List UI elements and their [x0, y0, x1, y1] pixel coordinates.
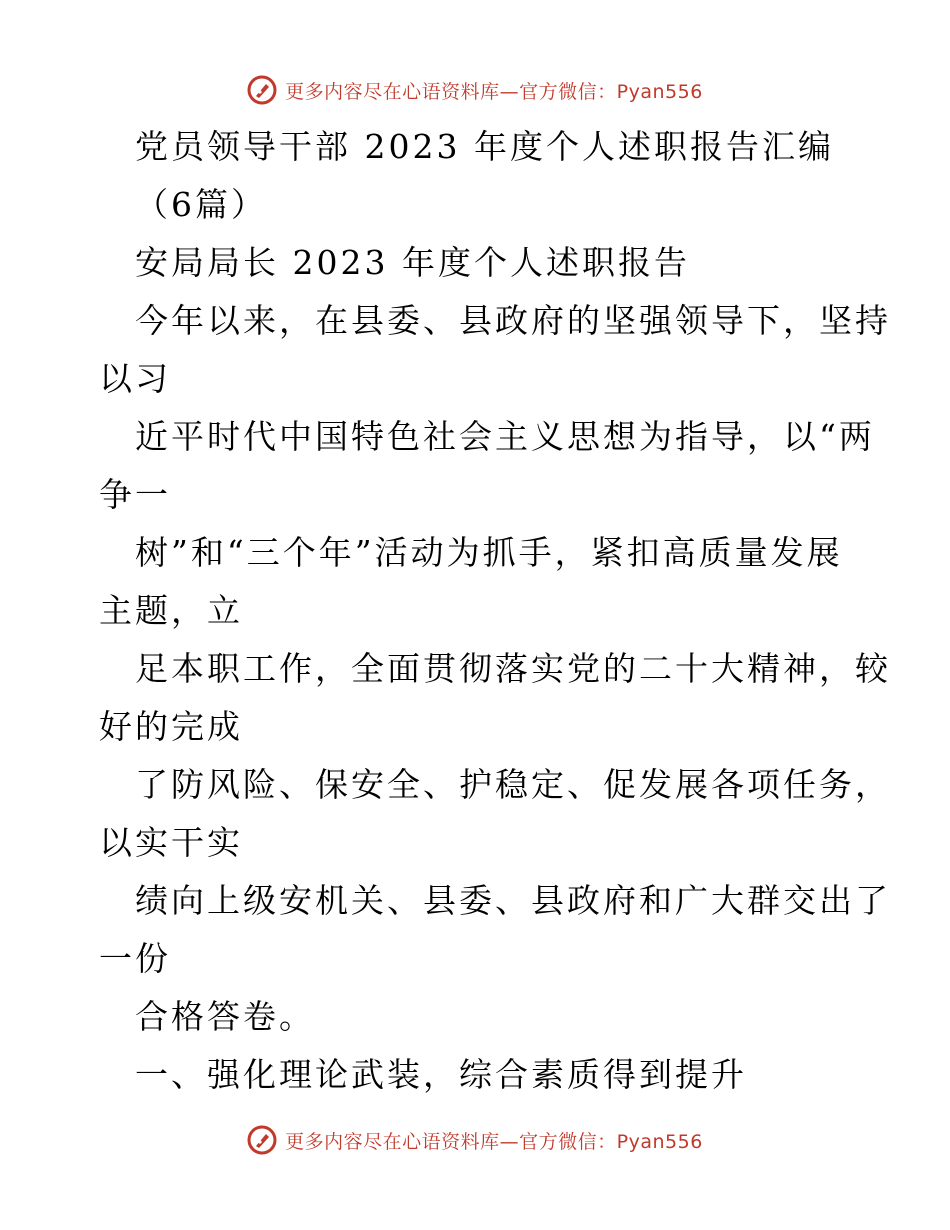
section-heading: 一、强化理论武装，综合素质得到提升	[135, 1055, 747, 1094]
watermark-text: 更多内容尽在心语资料库—官方微信：Pyan556	[285, 1130, 703, 1153]
pen-nib-logo-icon	[247, 75, 277, 105]
paragraph-line: 今年以来，在县委、县政府的坚强领导下，坚持	[135, 301, 891, 340]
paragraph-line: 足本职工作，全面贯彻落实党的二十大精神，较	[135, 649, 891, 688]
section-title: 安局局长 2023 年度个人述职报告	[135, 243, 690, 282]
paragraph-line: 绩向上级安机关、县委、县政府和广大群交出了	[135, 881, 891, 920]
paragraph-line: 争一	[99, 475, 171, 514]
watermark-text: 更多内容尽在心语资料库—官方微信：Pyan556	[285, 80, 703, 103]
pen-nib-logo-icon	[247, 1125, 277, 1155]
paragraph-line: 近平时代中国特色社会主义思想为指导，以“两	[135, 417, 875, 456]
footer-watermark-banner	[0, 1120, 950, 1160]
paragraph-line: 了防风险、保安全、护稳定、促发展各项任务，	[135, 765, 891, 804]
paragraph-line: 好的完成	[99, 707, 243, 746]
document-subtitle: （6篇）	[135, 185, 267, 224]
paragraph-line: 合格答卷。	[135, 997, 315, 1036]
header-watermark-banner	[0, 70, 950, 110]
paragraph-line: 以实干实	[99, 823, 243, 862]
paragraph-line: 主题，立	[99, 591, 243, 630]
paragraph-line: 树”和“三个年”活动为抓手，紧扣高质量发展	[135, 533, 843, 572]
paragraph-line: 一份	[99, 939, 171, 978]
document-title: 党员领导干部 2023 年度个人述职报告汇编	[135, 127, 834, 166]
paragraph-line: 以习	[99, 359, 171, 398]
